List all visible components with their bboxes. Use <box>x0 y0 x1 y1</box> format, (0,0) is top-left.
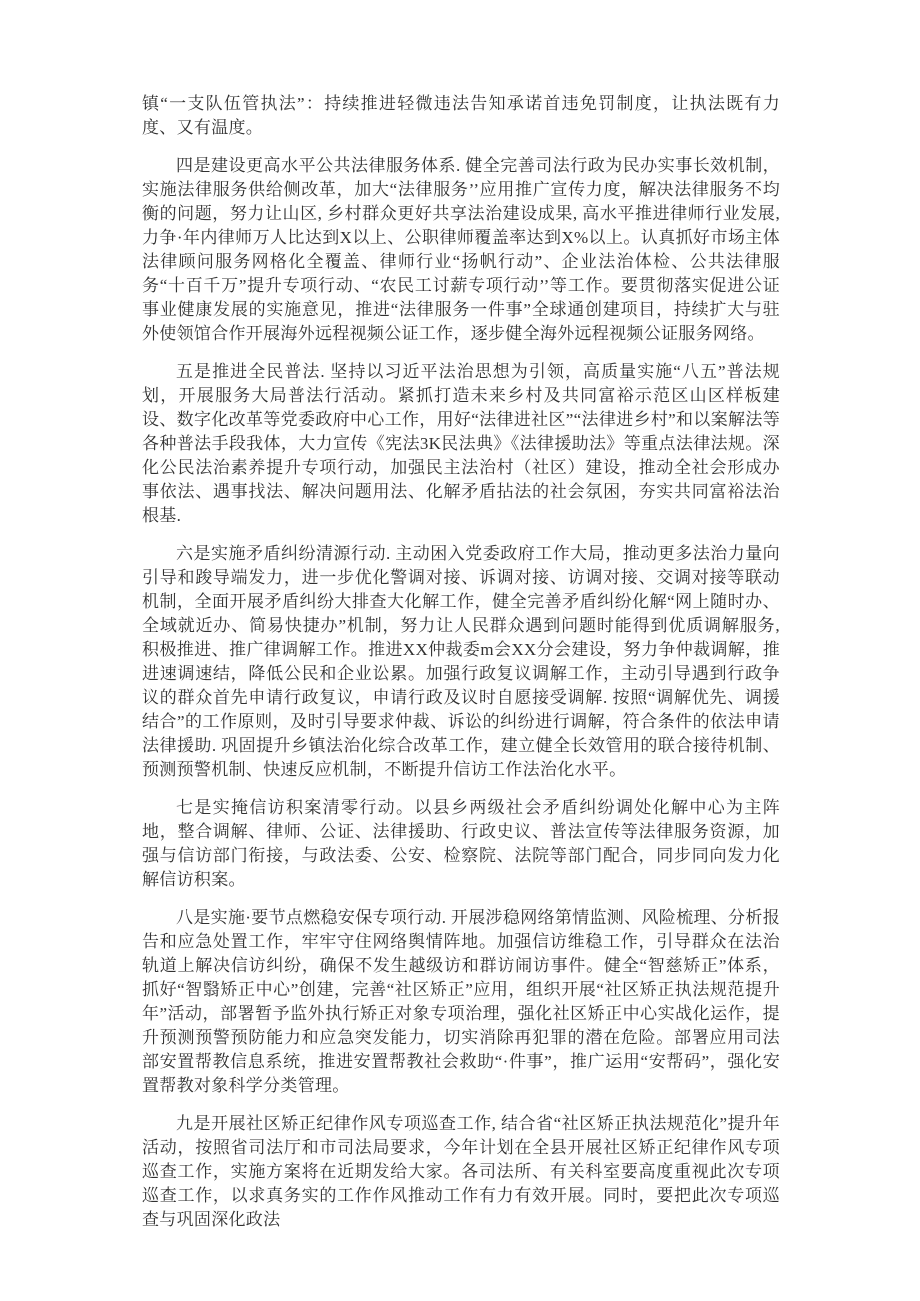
paragraph-item-four: 四是建设更高水平公共法律服务体系. 健全完善司法行政为民办实事长效机制，实施法律服务供给侧改革，加大“法律服务’’应用推广宣传力度，解决法律服务不均衡的问题，努力让山区, 乡村群众更好共享法治建设成果, 高水平推进律师行业发展, 力争·年内律师万人比达到X以上、公职律师覆盖率达到X%以上。认真抓好市场主体法律顾问服务网格化全覆盖、律师行业“扬帆行动”、企业法治体检、公共法律服务“十百千万”提升专项行动、“农民工讨薪专项行动’’等工作。要贯彻落实促进公证事业健康发展的实施意见，推进“法律服务一件事”全球通创建项目，持续扩大与驻外使领馆合作开展海外远程视频公证工作，逐步健全海外远程视频公证服务网络。 <box>142 156 780 343</box>
paragraph-continuation: 镇“一支队伍管执法”：持续推进轻微违法告知承诺首违免罚制度，让执法既有力度、又有温度。 <box>142 94 780 137</box>
paragraph-item-five: 五是推进全民普法. 坚持以习近平法治思想为引领，高质量实施“八五”普法规划，开展服务大局普法行活动。紧抓打造未来乡村及共同富裕示范区山区样板建设、数字化改革等党委政府中心工作，用好“法律进社区”“法律进乡村”和以案解法等各种普法手段我体，大力宣传《宪法3K民法典》《法律援助法》等重点法律法规。深化公民法治素养提升专项行动，加强民主法治村（社区）建设，推动全社会形成办事依法、遇事找法、解决问题用法、化解矛盾拈法的社会氛困，夯实共同富裕法治根基. <box>142 362 780 525</box>
paragraph-item-nine: 九是开展社区矫正纪律作风专项巡查工作, 结合省“社区矫正执法规范化”提升年活动，按照省司法厅和市司法局要求，今年计划在全县开展社区矫正纪律作风专项巡查工作，实施方案将在近期发给大家。各司法所、有关科室要高度重视此次专项巡查工作，以求真务实的工作作风推动工作有力有效开展。同时，要把此次专项巡查与巩固深化政法 <box>142 1114 780 1229</box>
paragraph-item-six: 六是实施矛盾纠纷清源行动. 主动困入党委政府工作大局，推动更多法治力量向引导和踆导端发力，进一步优化警调对接、诉调对接、访调对接、交调对接等联动机制，全面开展矛盾纠纷大排查大化解工作，健全完善矛盾纠纷化解“网上随时办、全域就近办、简易快捷办”机制，努力让人民群众遇到问题时能得到优质调解服务, 积极推进、推广律调解工作。推进XX仲裁委m会XX分会建设，努力争仲裁调解，推进速调速结，降低公民和企业讼累。加强行政复议调解工作，主动引导遇到行政争议的群众首先申请行政复议，申请行政及议时自愿接受调解. 按照“调解优先、调援结合”的工作原则，及时引导要求仲裁、诉讼的纠纷进行调解，符合条件的依法申请法律援助. 巩固提升乡镇法治化综合改革工作，建立健全长效管用的联合接待机制、预测预警机制、快速反应机制，不断提升信访工作法治化水平。 <box>142 544 780 779</box>
paragraph-item-seven: 七是实掩信访积案清零行动。以县乡两级社会矛盾纠纷调处化解中心为主阵地，整合调解、律师、公证、法律援助、行政史议、普法宣传等法律服务资源，加强与信访部门衔接，与政法委、公安、检察院、法院等部门配合，同步同向发力化解信访积案。 <box>142 798 780 889</box>
paragraph-item-eight: 八是实施·要节点燃稳安保专项行动. 开展涉稳网络第情监测、风险梳理、分析报告和应急处置工作，牢牢守住网络舆情阵地。加强信访维稳工作，引导群众在法治轨道上解决信访纠纷，确保不发生越级访和群访闹访事件。健全“智慈矫正”体系，抓好“智翳矫正中心”创建，完善“社区矫正”应用，组织开展“社区矫正执法规范提升年”活动，部署暂予监外执行矫正对象专项治理，强化社区矫正中心实战化运作，提升预测预警预防能力和应急突发能力，切实消除再犯罪的潜在危险。部署应用司法部安置帮教信息系统，推进安置帮教社会救助“·件事”，推广运用“安帮码”，强化安置帮教对象科学分类管理。 <box>142 908 780 1095</box>
